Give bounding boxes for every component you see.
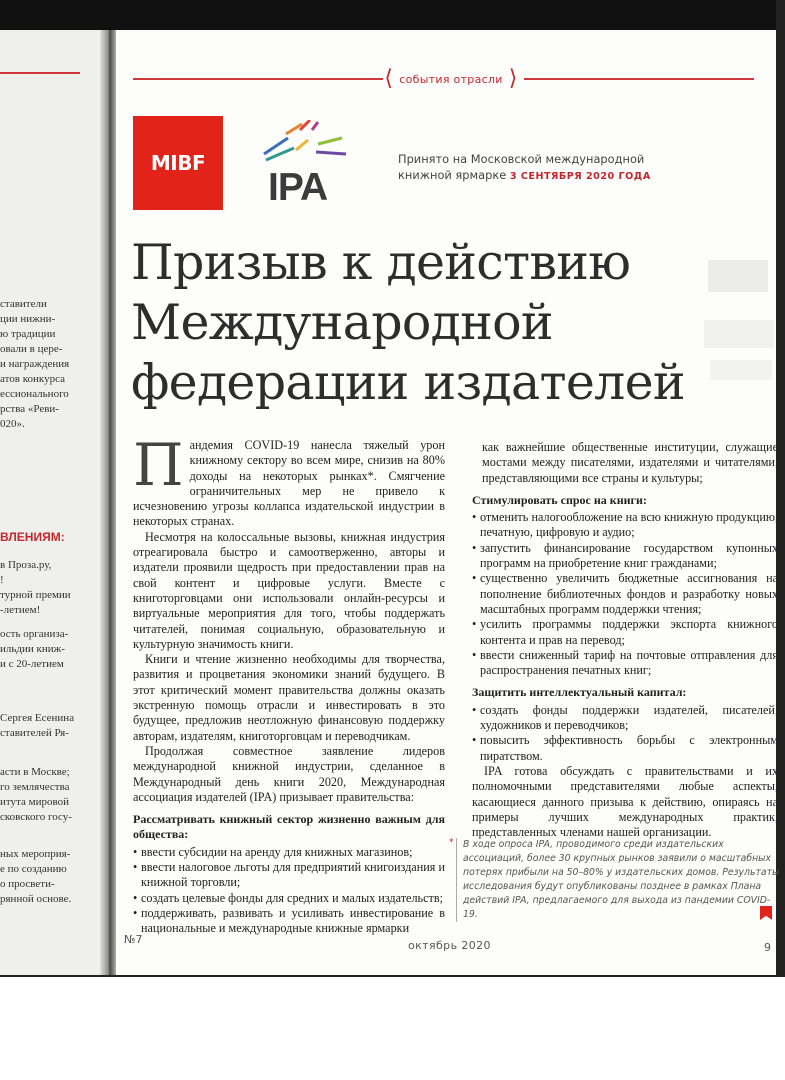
left-page-line: рства «Реви-: [0, 403, 59, 415]
list-item: • повысить эффективность борьбы с электронным пиратством.: [472, 733, 778, 764]
bullet-list: [133, 845, 445, 937]
section-rule-left: [133, 78, 383, 80]
footnote-marker: *: [449, 837, 454, 848]
scan-top-border: [0, 0, 785, 30]
brace-left-icon: ⟨: [384, 66, 394, 91]
left-page: [0, 30, 108, 975]
left-page-line: овали в цере-: [0, 343, 63, 355]
article-column-1: [133, 431, 445, 937]
list-item: • ввести субсидии на аренду для книжных магазинов;: [133, 845, 445, 860]
left-page-line: сковского госу-: [0, 811, 72, 823]
left-page-line: в Проза.ру,: [0, 559, 52, 571]
left-page-line: ставителей Ря-: [0, 727, 69, 739]
left-page-text-block-4: [0, 711, 74, 741]
footer-month: октябрь 2020: [408, 939, 491, 952]
footnote: [449, 837, 785, 922]
bullet-list: [472, 510, 778, 678]
list-item: • ввести сниженный тариф на почтовые отправления для распространения печатных книг;: [472, 648, 778, 679]
issue-number: №7: [124, 933, 143, 946]
adoption-note-text: Принято на Московской международной книжной ярмарке: [398, 152, 645, 182]
left-page-line: ции нижни-: [0, 313, 56, 325]
list-heading: Рассматривать книжный сектор жизненно важным для общества:: [133, 812, 445, 842]
bullet-list: [472, 703, 778, 764]
left-page-line: ных мероприя-: [0, 848, 71, 860]
article-paragraph: Несмотря на колоссальные вызовы, книжная индустрия отреагировала быстро и самоотверженно, авторы и издатели проявили щедрость при предоставлении прав на свой контент и цифровые услуги. Вместе с книготорговцами они использовали онлайн-ресурсы и виртуальные мероприятия для того, чтобы поддержать читателей, понимая социальную, образовательную и культурную значимость книги.: [133, 529, 445, 651]
list-item: • запустить финансирование государством купонных программ на приобретение книг гражданами;: [472, 541, 778, 572]
left-page-line: о просвети-: [0, 878, 55, 890]
scan-bottom-margin: [0, 977, 785, 1080]
article-paragraph: как важнейшие общественные институции, служащие мостами между писателями, издателями и читателями, представляющими все страны и культуры;: [482, 440, 778, 485]
left-page-line: итута мировой: [0, 796, 69, 808]
adoption-date: 3 СЕНТЯБРЯ 2020 ГОДА: [509, 171, 651, 182]
ipa-logo-text: IPA: [268, 166, 328, 209]
mibf-logo-text: MIBF: [150, 151, 206, 175]
left-page-line: турной премии: [0, 589, 71, 601]
list-item: • ввести налоговое льготы для предприятий книгоиздания и книжной торговли;: [133, 860, 445, 891]
list-item: • усилить программы поддержки экспорта книжного контента и прав на перевод;: [472, 617, 778, 648]
section-label-text: события отрасли: [399, 72, 503, 86]
list-heading: Защитить интеллектуальный капитал:: [472, 685, 687, 700]
left-page-line: Сергея Есенина: [0, 712, 75, 724]
list-item: • существенно увеличить бюджетные ассигнования на пополнение библиотечных фондов и разработку новых масштабных программ поддержки чтения;: [472, 571, 778, 617]
section-label: [382, 66, 520, 92]
left-page-line: 020».: [0, 418, 25, 430]
left-page-text-block-3: [0, 627, 68, 672]
left-page-line: атов конкурса: [0, 373, 65, 385]
left-page-line: и награждения: [0, 358, 70, 370]
left-page-line: е по созданию: [0, 863, 67, 875]
footnote-text: В ходе опроса IPA, проводимого среди издательских ассоциаций, более 30 крупных рынков заявили о масштабных потерях прибыли на 50–80% у издательских домов. Результаты исследования будут опубликованы позднее в рамках Плана действий IPA, предлагаемого для выхода из пандемии COVID-19.: [463, 839, 780, 920]
left-page-line: ессионального: [0, 388, 69, 400]
headline-line: федерации издателей: [131, 354, 685, 411]
left-page-line: ость организа-: [0, 628, 69, 640]
brace-right-icon: ⟩: [508, 66, 518, 91]
left-page-line: !: [0, 574, 4, 586]
list-item: • поддерживать, развивать и усиливать инвестирование в национальные и международные книжные ярмарки: [133, 906, 445, 937]
adoption-note: [398, 151, 668, 185]
list-item: • отменить налогообложение на всю книжную продукцию, печатную, цифровую и аудио;: [472, 510, 778, 541]
left-page-text-block-6: [0, 847, 71, 907]
left-page-line: ю традиции: [0, 328, 56, 340]
left-page-rule: [0, 72, 80, 74]
list-heading: Стимулировать спрос на книги:: [472, 492, 647, 507]
list-item: • создать фонды поддержки издателей, писателей, художников и переводчиков;: [472, 703, 778, 734]
left-page-line: рянной основе.: [0, 893, 72, 905]
left-page-line: го землячества: [0, 781, 70, 793]
left-page-line: и с 20-летием: [0, 658, 64, 670]
page-number: 9: [764, 941, 771, 954]
left-page-line: ставители: [0, 298, 47, 310]
headline-line: Призыв к действию: [131, 234, 631, 291]
drop-cap: П: [133, 431, 184, 499]
list-item: • создать целевые фонды для средних и малых издательств;: [133, 891, 445, 906]
left-page-line: ильдии книж-: [0, 643, 65, 655]
left-page-line: -летием!: [0, 604, 41, 616]
left-page-red-heading: ВЛЕНИЯМ:: [0, 530, 65, 544]
section-rule-right: [524, 78, 754, 80]
left-page-line: асти в Москве;: [0, 766, 70, 778]
mibf-logo: [133, 116, 223, 210]
headline-line: Международной: [131, 294, 553, 351]
article-paragraph: андемия COVID-19 нанесла тяжелый урон книжному сектору во всем мире, снизив на 80% доходы на некоторых рынках*. Смягчение ограничительных мер не привело к исчезновению угрозы коллапса издательской индустрии в некоторых странах.: [133, 438, 445, 529]
left-page-text-block-2: [0, 558, 71, 618]
left-page-text-block-5: [0, 765, 72, 825]
left-page-text-block-1: [0, 297, 69, 432]
article-paragraph: Книги и чтение жизненно необходимы для творчества, развития и процветания экономики знаний будущего. В этот критический момент правительства должны оказать экстренную помощь отрасли и инвестировать в это будущее, предложив неотложную финансовую поддержку авторам, издателям, книготорговцам и переводчикам.: [133, 652, 445, 743]
article-paragraph: IPA готова обсуждать с правительствами и их полномочными представителями любые аспекты, касающиеся данного призыва к действию, опираясь на примеры лучших международных практик, представленных членами нашей организации.: [472, 763, 778, 840]
article-headline: [131, 233, 751, 413]
article-paragraph: Продолжая совместное заявление лидеров международной книжной индустрии, сделанное в Международный день книги 2020, Международная ассоциация издателей (IPA) призывает правительства:: [133, 743, 445, 804]
article-column-2: [472, 440, 778, 840]
